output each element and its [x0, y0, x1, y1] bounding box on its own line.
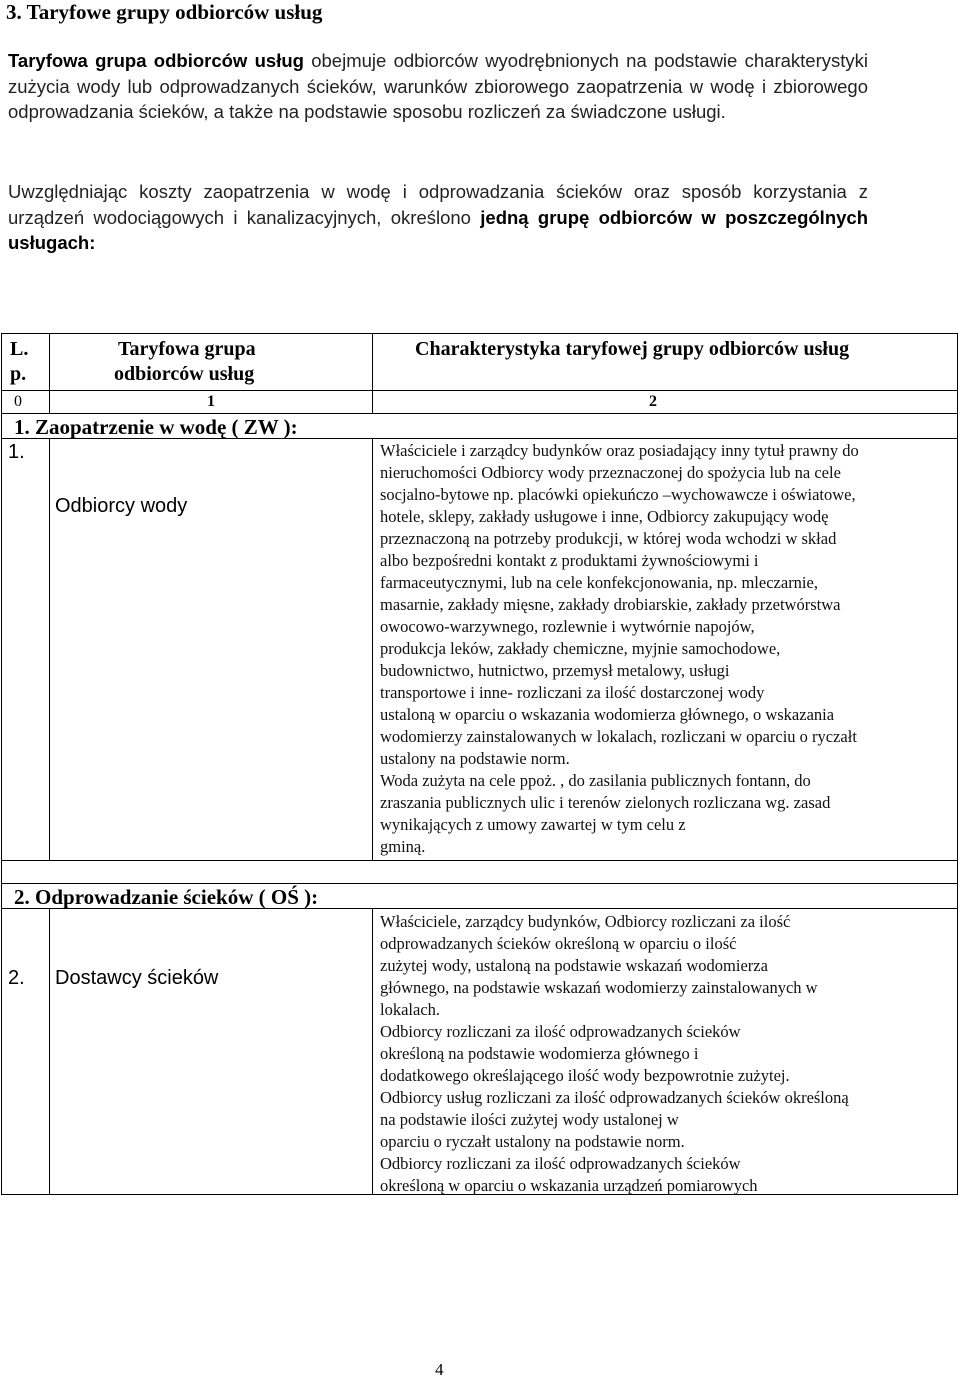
header-group-line1: Taryfowa grupa	[118, 338, 256, 360]
description-line: produkcja leków, zakłady chemiczne, myjnie samochodowe,	[380, 639, 781, 658]
intro-paragraph-2-bold: jedną grupę odbiorców w poszczególnych usługach:	[8, 206, 868, 253]
description-line: głównego, na podstawie wskazań wodomierzy zainstalowanych w	[380, 978, 818, 997]
header-lp-line1: L.	[10, 338, 29, 360]
col-divider	[372, 908, 373, 1194]
row-2-group: Dostawcy ścieków	[55, 967, 219, 989]
col-divider	[49, 438, 50, 860]
description-line: dodatkowego określającego ilość wody bezpowrotnie zużytej.	[380, 1066, 790, 1085]
description-line: Odbiorcy usług rozliczani za ilość odprowadzanych ścieków określoną	[380, 1088, 849, 1107]
description-line: przeznaczoną na potrzeby produkcji, w której woda wchodzi w skład	[380, 529, 837, 548]
description-line: ustaloną w oparciu o wskazania wodomierza głównego, o wskazania	[380, 705, 835, 724]
col-divider	[49, 908, 50, 1194]
row-1-group: Odbiorcy wody	[55, 495, 188, 517]
col-divider	[49, 390, 50, 413]
header-characteristic: Charakterystyka taryfowej grupy odbiorców usług	[415, 338, 850, 360]
tariff-groups-table	[1, 333, 958, 1195]
description-line: albo bezpośredni kontakt z produktami żywnościowymi i	[380, 551, 759, 570]
description-line: owocowo-warzywnego, rozlewnie i wytwórnie napojów,	[380, 617, 755, 636]
col-divider	[49, 334, 50, 390]
col-divider	[372, 438, 373, 860]
description-line: Właściciele i zarządcy budynków oraz posiadający inny tytuł prawny do	[380, 441, 859, 460]
description-line: budownictwo, hutnictwo, przemysł metalowy, usługi	[380, 661, 730, 680]
row-1-description	[380, 440, 859, 858]
col-number-0: 0	[14, 393, 22, 410]
description-line: hotele, sklepy, zakłady usługowe i inne, Odbiorcy zakupujący wodę	[380, 507, 829, 526]
section-1-title: 1. Zaopatrzenie w wodę ( ZW ):	[14, 415, 298, 439]
description-line: Odbiorcy rozliczani za ilość odprowadzanych ścieków	[380, 1022, 741, 1041]
description-line: na podstawie ilości zużytej wody ustalonej w	[380, 1110, 679, 1129]
description-line: Odbiorcy rozliczani za ilość odprowadzanych ścieków	[380, 1154, 741, 1173]
description-line: farmaceutycznymi, lub na cele konfekcjonowania, np. mleczarnie,	[380, 573, 818, 592]
row-1-number: 1.	[8, 441, 25, 463]
section-2-title: 2. Odprowadzanie ścieków ( OŚ ):	[14, 885, 319, 909]
description-line: gminą.	[380, 837, 426, 856]
description-line: Woda zużyta na cele ppoż. , do zasilania publicznych fontann, do	[380, 771, 811, 790]
row-2-number: 2.	[8, 967, 25, 989]
description-line: odprowadzanych ścieków określoną w oparciu o ilość	[380, 934, 737, 953]
description-line: nieruchomości Odbiorcy wody przeznaczonej do spożycia lub na cele	[380, 463, 841, 482]
description-line: oparciu o ryczałt ustalony na podstawie norm.	[380, 1132, 685, 1151]
intro-term-bold: Taryfowa grupa odbiorców usług	[8, 50, 304, 71]
description-line: masarnie, zakłady mięsne, zakłady drobiarskie, zakłady przetwórstwa	[380, 595, 841, 614]
intro-paragraph-2	[8, 179, 868, 256]
description-line: określoną na podstawie wodomierza głównego i	[380, 1044, 699, 1063]
description-line: transportowe i inne- rozliczani za ilość dostarczonej wody	[380, 683, 765, 702]
description-line: zużytej wody, ustaloną na podstawie wskazań wodomierza	[380, 956, 768, 975]
description-line: zraszania publicznych ulic i terenów zielonych rozliczana wg. zasad	[380, 793, 831, 812]
row-2-description	[380, 911, 849, 1197]
col-number-1: 1	[207, 393, 215, 410]
section-title: 3. Taryfowe grupy odbiorców usług	[6, 0, 323, 24]
header-group-line2: odbiorców usług	[114, 363, 255, 385]
row-divider	[2, 390, 957, 391]
description-line: Właściciele, zarządcy budynków, Odbiorcy rozliczani za ilość	[380, 912, 791, 931]
row-divider	[2, 860, 957, 861]
description-line: socjalno-bytowe np. placówki opiekuńczo –wychowawcze i oświatowe,	[380, 485, 856, 504]
col-number-2: 2	[649, 393, 657, 410]
row-divider	[2, 413, 957, 414]
description-line: wynikających z umowy zawartej w tym celu z	[380, 815, 686, 834]
intro-paragraph-2-text: Uwzględniając koszty zaopatrzenia w wodę i odprowadzania ścieków oraz sposób korzystania z urządzeń wodociągowych i kanalizacyjnych, określono	[8, 181, 868, 228]
description-line: wodomierzy zainstalowanych w lokalach, rozliczani w oparciu o ryczałt	[380, 727, 857, 746]
row-divider	[2, 883, 957, 884]
description-line: ustalony na podstawie norm.	[380, 749, 570, 768]
description-line: lokalach.	[380, 1000, 441, 1019]
page-number: 4	[435, 1360, 444, 1379]
col-divider	[372, 334, 373, 413]
description-line: określoną w oparciu o wskazania urządzeń pomiarowych	[380, 1176, 758, 1195]
intro-definition: obejmuje odbiorców wyodrębnionych na podstawie charakterystyki zużycia wody lub odprowadzanych ścieków, warunków zbiorowego zaopatrzenia w wodę i zbiorowego odprowadzania ścieków, a także na podstawie sposobu rozliczeń za świadczone usługi.	[8, 50, 868, 122]
header-lp-line2: p.	[10, 363, 27, 385]
intro-paragraph-1	[8, 48, 868, 125]
